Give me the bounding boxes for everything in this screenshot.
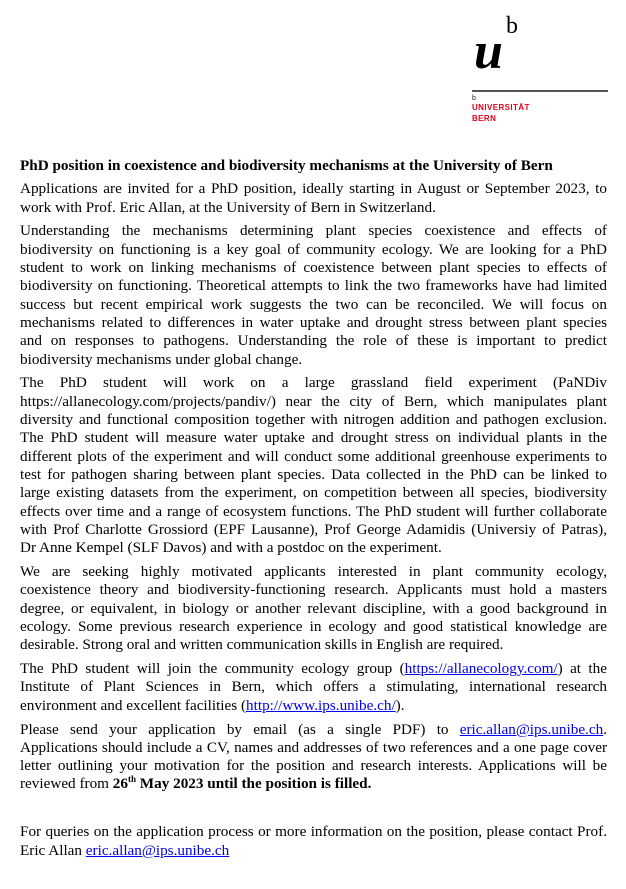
text-line: https://allanecology.com/projects/pandiv/) near the city of Bern, which manipulates plant: [20, 392, 607, 410]
text-line: letter outlining your motivation for the position and research interests. Applications will be: [20, 757, 607, 775]
text-segment: Please send your application by email (as a single PDF) to: [20, 720, 460, 738]
text-line: Applications are invited for a PhD position, ideally starting in August or September 2023, to: [20, 180, 607, 198]
text-line: test for pathogen sharing between plant species. Data collected in the PhD can be linked to: [20, 465, 607, 483]
bold-text: 26: [112, 775, 128, 793]
email-or-url-link[interactable]: eric.allan@ips.unibe.ch: [459, 720, 604, 738]
text-line: [20, 775, 607, 793]
text-segment: Eric Allan: [20, 841, 86, 859]
text-line: For queries on the application process or more information on the position, please contact Prof.: [20, 823, 607, 841]
text-line: diversity and functional composition together with nitrogen addition and pathogen exclusion.: [20, 411, 607, 429]
text-line: effects over time and a range of ecosystem functions. The PhD student will further collaborate: [20, 502, 607, 520]
text-line: [20, 697, 607, 715]
text-line: degree, or equivalent, in biology or another relevant discipline, with a good background in: [20, 599, 607, 617]
text-line: Understanding the mechanisms determining plant species coexistence and effects of: [20, 222, 607, 240]
university-of-bern-logo: [470, 12, 610, 127]
text-line: and on responses to pathogens. Understanding the role of these is important to predict: [20, 332, 607, 350]
paragraph: [20, 563, 607, 654]
text-line: We are seeking highly motivated applicants interested in plant community ecology,: [20, 563, 607, 581]
text-line: coexistence theory and biodiversity-functioning research. Applicants must hold a masters: [20, 581, 607, 599]
logo-universitat: UNIVERSITÄT: [472, 103, 530, 112]
text-line: biodiversity on functioning. Theoretical attempts to link the two frameworks have had limited: [20, 277, 607, 295]
logo-u: u: [474, 23, 503, 80]
text-line: biodiversity on functioning is a key goal of community ecology. We are looking for a PhD: [20, 240, 607, 258]
text-segment: ).: [395, 696, 405, 714]
text-line: [20, 660, 607, 678]
paragraph: [20, 374, 607, 557]
text-line: desirable. Strong oral and written communication skills in English are required.: [20, 636, 504, 654]
text-segment: reviewed from: [20, 775, 113, 793]
document-title: PhD position in coexistence and biodiversity mechanisms at the University of Bern: [20, 157, 553, 174]
bold-text: May 2023 until the position is filled.: [135, 775, 372, 793]
text-line: with Prof Charlotte Grossiord (EPF Lausanne), Prof George Adamidis (Universiy of Patras),: [20, 520, 607, 538]
paragraph: [20, 823, 607, 860]
text-line: Dr Anne Kempel (SLF Davos) and with a postdoc on the experiment.: [20, 539, 442, 557]
text-line: success but recent empirical work suggests the two can be reconciled. We will focus on: [20, 295, 607, 313]
text-line: ecology. Some previous research experience in ecology and good statistical knowledge are: [20, 617, 607, 635]
text-segment: The PhD student will join the community ecology group (: [20, 660, 405, 678]
email-or-url-link[interactable]: https://allanecology.com/: [404, 660, 558, 678]
logo-bern: BERN: [472, 114, 497, 123]
text-line: mechanisms related to differences in water uptake and drought stress between plant species: [20, 313, 607, 331]
text-line: Applications should include a CV, names and addresses of two references and a one page cover: [20, 738, 607, 756]
paragraph: [20, 222, 607, 368]
document-body: [20, 157, 607, 866]
email-or-url-link[interactable]: eric.allan@ips.unibe.ch: [85, 841, 230, 859]
text-line: [20, 842, 607, 860]
text-line: The PhD student will work on a large grassland field experiment (PaNDiv: [20, 374, 607, 392]
text-line: large existing datasets from the experiment, on competition between all species, biodiversity: [20, 484, 607, 502]
logo-b: b: [506, 13, 518, 39]
logo-divider: [472, 90, 608, 92]
text-segment: ) at the: [557, 660, 607, 678]
text-line: work with Prof. Eric Allan, at the University of Bern in Switzerland.: [20, 198, 436, 216]
text-line: [20, 721, 607, 739]
paragraph: [20, 721, 607, 794]
text-line: student to work on linking mechanisms of coexistence between plant species to effects of: [20, 259, 607, 277]
email-or-url-link[interactable]: http://www.ips.unibe.ch/: [246, 696, 396, 714]
paragraph: [20, 660, 607, 715]
logo-small-b: b: [472, 95, 476, 102]
text-line: Institute of Plant Sciences in Bern, which offers a stimulating, international research: [20, 678, 607, 696]
paragraph: [20, 180, 607, 217]
text-segment: .: [603, 720, 607, 738]
text-segment: environment and excellent facilities (: [20, 696, 247, 714]
paragraphs: [20, 180, 607, 860]
spacer: [20, 799, 607, 823]
text-line: The PhD student will measure water uptake and drought stress on individual plants in the: [20, 429, 607, 447]
bold-text: th: [127, 774, 136, 785]
text-line: different plots of the experiment and will conduct some additional greenhouse experiments to: [20, 447, 607, 465]
text-line: biodiversity mechanisms under global change.: [20, 350, 303, 368]
